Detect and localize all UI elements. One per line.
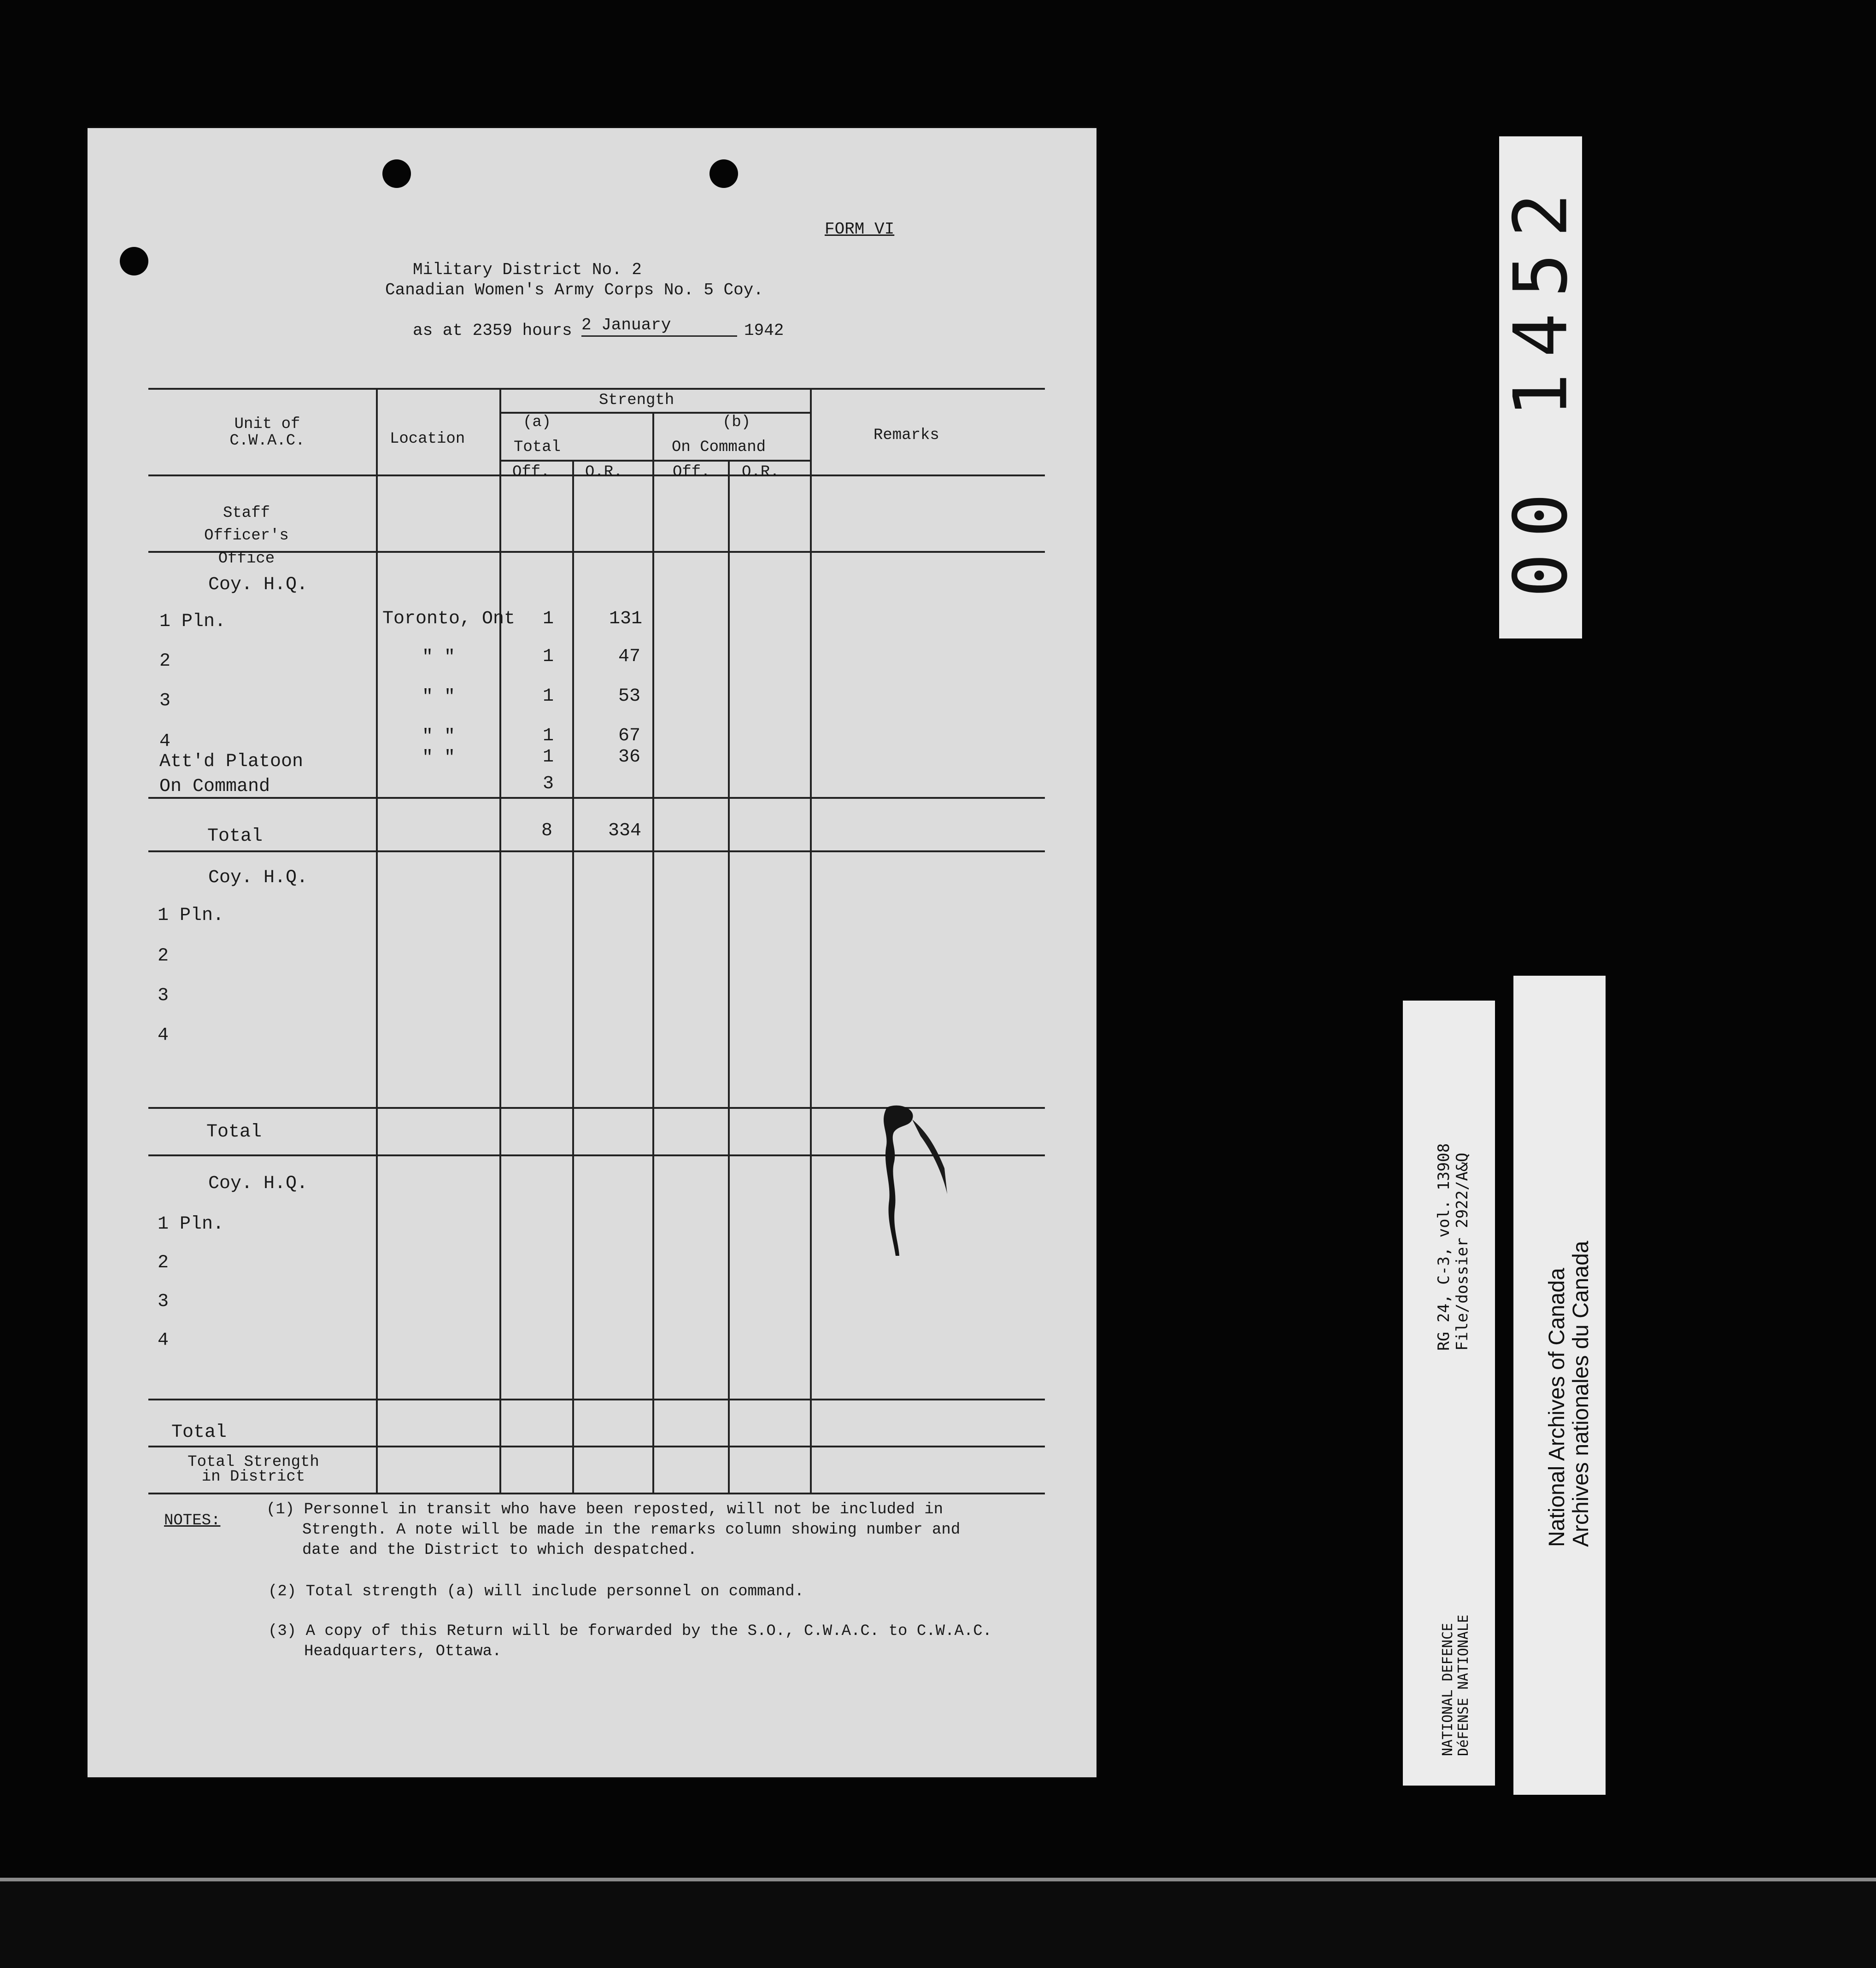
- s2-row2-unit: 2: [158, 946, 169, 966]
- district-total-label: Total Strength in District: [188, 1453, 319, 1486]
- section1-hq: Coy. H.Q.: [208, 574, 308, 595]
- nac-line1: National Archives of Canada: [1545, 1268, 1569, 1547]
- col-total-header: Total: [514, 439, 561, 456]
- s1-row1-or: 131: [609, 609, 643, 629]
- s1-row5-or: 36: [618, 747, 641, 767]
- s1-total-or: 334: [608, 820, 642, 841]
- col-a-header: (a): [523, 414, 551, 431]
- col-unit-header: Unit of C.W.A.C.: [229, 416, 305, 450]
- s1-row5-location: " ": [422, 748, 456, 768]
- col-or-a: O.R.: [585, 463, 623, 481]
- dept-line1: NATIONAL DEFENCE: [1440, 1623, 1456, 1756]
- s1-row1-location: Toronto, Ont: [382, 609, 516, 629]
- note-1-line3: date and the District to which despatched.: [302, 1541, 697, 1559]
- as-at-date: 2 January: [581, 317, 737, 337]
- note-3-line1: (3) A copy of this Return will be forwarded by the S.O., C.W.A.C. to C.W.A.C.: [268, 1622, 992, 1640]
- note-1-line2: Strength. A note will be made in the remarks column showing number and: [302, 1521, 961, 1539]
- s1-row3-location: " ": [422, 687, 456, 708]
- section2-hq: Coy. H.Q.: [208, 867, 308, 888]
- ink-blot: [866, 1104, 963, 1362]
- punch-hole: [120, 247, 148, 275]
- s1-row1-off: 1: [543, 609, 554, 629]
- punch-hole: [382, 159, 411, 188]
- s3-row4-unit: 4: [158, 1330, 169, 1351]
- s3-total-label: Total: [171, 1422, 227, 1443]
- col-off-b: Off.: [673, 463, 710, 481]
- dept-line2: DéFENSE NATIONALE: [1455, 1614, 1471, 1756]
- punch-hole: [709, 159, 738, 188]
- s2-row1-unit: 1 Pln.: [158, 905, 224, 926]
- s1-row5-off: 1: [543, 747, 554, 767]
- s3-row2-unit: 2: [158, 1253, 169, 1273]
- s2-row4-unit: 4: [158, 1025, 169, 1046]
- s1-row4-off: 1: [543, 726, 554, 746]
- col-strength-header: Strength: [599, 392, 674, 409]
- col-on-command-header: On Command: [672, 439, 766, 456]
- as-at-prefix: as at 2359 hours: [413, 321, 572, 340]
- s1-row4-unit: 4: [159, 731, 171, 752]
- district-title: Military District No. 2: [413, 260, 642, 279]
- scanner-edge-line: [0, 1878, 1876, 1881]
- col-off-a: Off.: [512, 463, 550, 481]
- col-location-header: Location: [390, 430, 465, 448]
- frame-number-strip: [1499, 136, 1582, 638]
- s1-total-label: Total: [207, 826, 263, 847]
- note-1-line1: (1) Personnel in transit who have been reposted, will not be included in: [266, 1501, 944, 1518]
- note-2: (2) Total strength (a) will include personnel on command.: [268, 1583, 804, 1600]
- archive-reference-strip: [1403, 1001, 1495, 1786]
- s1-total-off: 8: [541, 820, 553, 841]
- s3-row1-unit: 1 Pln.: [158, 1214, 224, 1235]
- national-archives-strip: [1513, 976, 1606, 1795]
- s1-row1-unit: 1 Pln.: [159, 611, 226, 632]
- s1-row2-unit: 2: [159, 651, 171, 672]
- s1-row2-location: " ": [422, 647, 456, 668]
- note-3-line2: Headquarters, Ottawa.: [304, 1643, 502, 1660]
- s1-row2-or: 47: [618, 646, 641, 667]
- scanner-bottom-bar: [0, 1881, 1876, 1968]
- col-remarks-header: Remarks: [874, 427, 939, 444]
- as-at-year: 1942: [744, 321, 784, 340]
- s1-row4-or: 67: [618, 726, 641, 746]
- section3-hq: Coy. H.Q.: [208, 1173, 308, 1194]
- s1-row3-unit: 3: [159, 691, 171, 711]
- s1-row4-location: " ": [422, 726, 456, 747]
- frame-number: 00 1452: [1497, 177, 1584, 598]
- s1-row6-unit: On Command: [159, 776, 270, 797]
- s2-row3-unit: 3: [158, 985, 169, 1006]
- form-number: FORM VI: [825, 220, 895, 239]
- archive-ref-line2: File/dossier 2922/A&Q: [1453, 1153, 1471, 1351]
- s1-row3-or: 53: [618, 686, 641, 707]
- s1-row6-off: 3: [543, 773, 554, 794]
- s1-row5-unit: Att'd Platoon: [159, 751, 304, 772]
- nac-line2: Archives nationales du Canada: [1569, 1241, 1593, 1547]
- staff-office-label: Staff Officer's Office: [204, 504, 289, 568]
- document-page: [88, 128, 1096, 1777]
- notes-label: NOTES:: [164, 1512, 221, 1529]
- col-or-b: O.R.: [742, 463, 780, 481]
- s3-row3-unit: 3: [158, 1291, 169, 1312]
- col-b-header: (b): [722, 414, 751, 431]
- archive-ref-line1: RG 24, C-3, vol. 13908: [1435, 1143, 1453, 1351]
- s2-total-label: Total: [206, 1122, 262, 1142]
- corps-title: Canadian Women's Army Corps No. 5 Coy.: [385, 281, 763, 299]
- s1-row3-off: 1: [543, 686, 554, 707]
- s1-row2-off: 1: [543, 646, 554, 667]
